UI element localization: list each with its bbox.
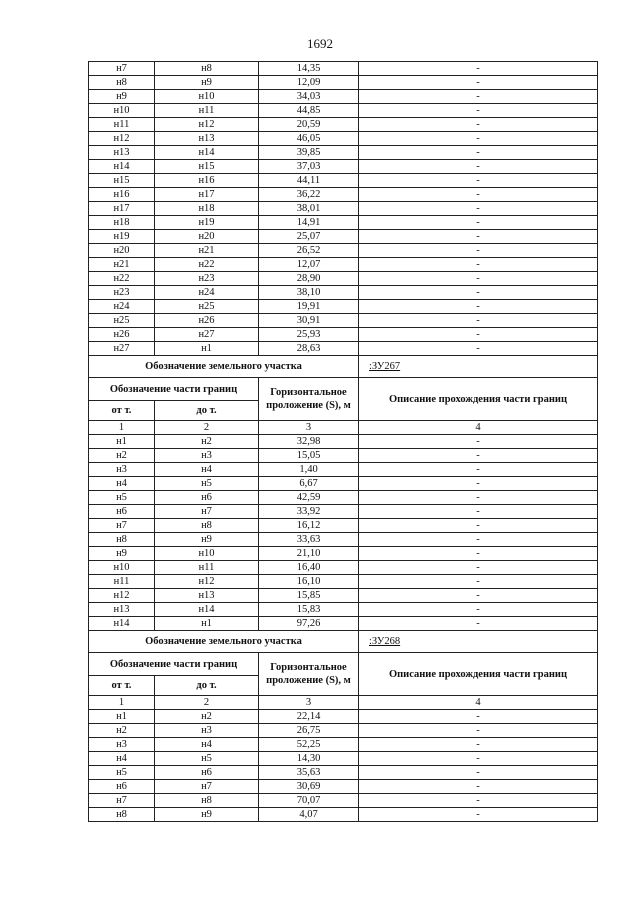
- description-cell: -: [359, 342, 598, 356]
- point-from-cell: н9: [89, 547, 155, 561]
- description-cell: -: [359, 589, 598, 603]
- table-row: [89, 724, 598, 738]
- distance-cell: 15,83: [259, 603, 359, 617]
- point-from-cell: н25: [89, 314, 155, 328]
- description-cell: -: [359, 90, 598, 104]
- header-row: [89, 653, 598, 676]
- table-row: [89, 104, 598, 118]
- point-from-cell: н4: [89, 752, 155, 766]
- description-cell: -: [359, 766, 598, 780]
- plot-title-row: [89, 631, 598, 653]
- distance-cell: 44,11: [259, 174, 359, 188]
- table-row: [89, 738, 598, 752]
- table-row: [89, 62, 598, 76]
- point-from-cell: н10: [89, 104, 155, 118]
- page-number: 1692: [307, 36, 333, 51]
- distance-cell: 20,59: [259, 118, 359, 132]
- point-to-cell: н24: [155, 286, 259, 300]
- horizontal-distance-header: Горизонтальное проложение (S), м: [259, 653, 359, 696]
- description-cell: -: [359, 174, 598, 188]
- description-header: Описание прохождения части границ: [359, 378, 598, 421]
- from-point-header: от т.: [89, 676, 155, 696]
- distance-cell: 19,91: [259, 300, 359, 314]
- point-from-cell: н5: [89, 491, 155, 505]
- point-to-cell: н21: [155, 244, 259, 258]
- point-from-cell: н12: [89, 589, 155, 603]
- table-row: [89, 766, 598, 780]
- point-from-cell: н13: [89, 146, 155, 160]
- point-to-cell: н8: [155, 519, 259, 533]
- point-from-cell: н8: [89, 533, 155, 547]
- point-to-cell: н3: [155, 449, 259, 463]
- plot-code: :ЗУ268: [359, 631, 598, 653]
- plot-designation-label: Обозначение земельного участка: [89, 356, 359, 378]
- description-cell: -: [359, 314, 598, 328]
- table-row: [89, 244, 598, 258]
- table-row: [89, 286, 598, 300]
- point-to-cell: н4: [155, 463, 259, 477]
- table-row: [89, 533, 598, 547]
- description-cell: -: [359, 272, 598, 286]
- table-row: [89, 561, 598, 575]
- distance-cell: 34,03: [259, 90, 359, 104]
- description-cell: -: [359, 435, 598, 449]
- point-from-cell: н7: [89, 62, 155, 76]
- point-from-cell: н6: [89, 505, 155, 519]
- description-cell: -: [359, 463, 598, 477]
- column-number: 1: [89, 421, 155, 435]
- description-cell: -: [359, 286, 598, 300]
- point-from-cell: н24: [89, 300, 155, 314]
- point-from-cell: н3: [89, 463, 155, 477]
- from-point-header: от т.: [89, 401, 155, 421]
- point-to-cell: н12: [155, 118, 259, 132]
- table-row: [89, 230, 598, 244]
- point-to-cell: н3: [155, 724, 259, 738]
- point-to-cell: н8: [155, 62, 259, 76]
- distance-cell: 38,01: [259, 202, 359, 216]
- distance-cell: 44,85: [259, 104, 359, 118]
- point-to-cell: н5: [155, 752, 259, 766]
- table-row: [89, 547, 598, 561]
- table-row: [89, 90, 598, 104]
- point-from-cell: н22: [89, 272, 155, 286]
- description-cell: -: [359, 477, 598, 491]
- description-cell: -: [359, 202, 598, 216]
- table-row: [89, 146, 598, 160]
- description-cell: -: [359, 575, 598, 589]
- description-cell: -: [359, 76, 598, 90]
- table-row: [89, 463, 598, 477]
- point-from-cell: н26: [89, 328, 155, 342]
- point-to-cell: н9: [155, 533, 259, 547]
- table-row: [89, 300, 598, 314]
- distance-cell: 46,05: [259, 132, 359, 146]
- point-to-cell: н16: [155, 174, 259, 188]
- distance-cell: 32,98: [259, 435, 359, 449]
- point-from-cell: н20: [89, 244, 155, 258]
- description-cell: -: [359, 216, 598, 230]
- table-row: [89, 272, 598, 286]
- column-number: 2: [155, 696, 259, 710]
- plot-title-row: [89, 356, 598, 378]
- table-row: [89, 794, 598, 808]
- distance-cell: 22,14: [259, 710, 359, 724]
- point-to-cell: н10: [155, 90, 259, 104]
- point-from-cell: н14: [89, 617, 155, 631]
- distance-cell: 33,92: [259, 505, 359, 519]
- point-from-cell: н6: [89, 780, 155, 794]
- point-from-cell: н1: [89, 435, 155, 449]
- description-cell: -: [359, 300, 598, 314]
- column-number: 3: [259, 696, 359, 710]
- table-row: [89, 76, 598, 90]
- description-header: Описание прохождения части границ: [359, 653, 598, 696]
- description-cell: -: [359, 808, 598, 822]
- distance-cell: 16,12: [259, 519, 359, 533]
- point-to-cell: н27: [155, 328, 259, 342]
- distance-cell: 37,03: [259, 160, 359, 174]
- description-cell: -: [359, 724, 598, 738]
- distance-cell: 4,07: [259, 808, 359, 822]
- point-to-cell: н22: [155, 258, 259, 272]
- description-cell: -: [359, 533, 598, 547]
- point-to-cell: н20: [155, 230, 259, 244]
- table-row: [89, 342, 598, 356]
- column-number: 1: [89, 696, 155, 710]
- distance-cell: 12,09: [259, 76, 359, 90]
- description-cell: -: [359, 230, 598, 244]
- description-cell: -: [359, 561, 598, 575]
- description-cell: -: [359, 752, 598, 766]
- description-cell: -: [359, 104, 598, 118]
- table-row: [89, 216, 598, 230]
- table-row: [89, 202, 598, 216]
- description-cell: -: [359, 519, 598, 533]
- distance-cell: 42,59: [259, 491, 359, 505]
- point-to-cell: н26: [155, 314, 259, 328]
- point-to-cell: н2: [155, 710, 259, 724]
- description-cell: -: [359, 160, 598, 174]
- distance-cell: 21,10: [259, 547, 359, 561]
- point-from-cell: н18: [89, 216, 155, 230]
- part-designation-header: Обозначение части границ: [89, 653, 259, 676]
- point-from-cell: н2: [89, 724, 155, 738]
- point-from-cell: н19: [89, 230, 155, 244]
- distance-cell: 33,63: [259, 533, 359, 547]
- table-row: [89, 118, 598, 132]
- point-to-cell: н4: [155, 738, 259, 752]
- distance-cell: 14,30: [259, 752, 359, 766]
- point-from-cell: н14: [89, 160, 155, 174]
- table-row: [89, 258, 598, 272]
- point-to-cell: н14: [155, 146, 259, 160]
- distance-cell: 30,69: [259, 780, 359, 794]
- description-cell: -: [359, 491, 598, 505]
- distance-cell: 30,91: [259, 314, 359, 328]
- description-cell: -: [359, 505, 598, 519]
- distance-cell: 36,22: [259, 188, 359, 202]
- point-to-cell: н14: [155, 603, 259, 617]
- point-from-cell: н10: [89, 561, 155, 575]
- table-row: [89, 575, 598, 589]
- point-from-cell: н8: [89, 808, 155, 822]
- point-from-cell: н23: [89, 286, 155, 300]
- table-row: [89, 174, 598, 188]
- point-from-cell: н9: [89, 90, 155, 104]
- table-row: [89, 328, 598, 342]
- point-to-cell: н18: [155, 202, 259, 216]
- description-cell: -: [359, 258, 598, 272]
- header-row: [89, 378, 598, 401]
- description-cell: -: [359, 617, 598, 631]
- point-from-cell: н1: [89, 710, 155, 724]
- description-cell: -: [359, 794, 598, 808]
- point-to-cell: н12: [155, 575, 259, 589]
- table-row: [89, 589, 598, 603]
- point-from-cell: н3: [89, 738, 155, 752]
- table-row: [89, 780, 598, 794]
- plot-designation-label: Обозначение земельного участка: [89, 631, 359, 653]
- table-row: [89, 603, 598, 617]
- point-to-cell: н25: [155, 300, 259, 314]
- distance-cell: 70,07: [259, 794, 359, 808]
- point-from-cell: н12: [89, 132, 155, 146]
- table-row: [89, 449, 598, 463]
- point-from-cell: н8: [89, 76, 155, 90]
- description-cell: -: [359, 780, 598, 794]
- column-number: 4: [359, 696, 598, 710]
- point-to-cell: н23: [155, 272, 259, 286]
- distance-cell: 1,40: [259, 463, 359, 477]
- point-from-cell: н7: [89, 519, 155, 533]
- boundary-table: [88, 61, 598, 822]
- table-row: [89, 160, 598, 174]
- point-to-cell: н10: [155, 547, 259, 561]
- point-to-cell: н17: [155, 188, 259, 202]
- point-to-cell: н5: [155, 477, 259, 491]
- table-row: [89, 435, 598, 449]
- distance-cell: 14,91: [259, 216, 359, 230]
- distance-cell: 16,10: [259, 575, 359, 589]
- distance-cell: 14,35: [259, 62, 359, 76]
- point-from-cell: н15: [89, 174, 155, 188]
- point-to-cell: н9: [155, 808, 259, 822]
- point-to-cell: н13: [155, 132, 259, 146]
- distance-cell: 16,40: [259, 561, 359, 575]
- point-to-cell: н13: [155, 589, 259, 603]
- point-to-cell: н15: [155, 160, 259, 174]
- to-point-header: до т.: [155, 676, 259, 696]
- point-from-cell: н13: [89, 603, 155, 617]
- distance-cell: 28,63: [259, 342, 359, 356]
- point-from-cell: н17: [89, 202, 155, 216]
- plot-code: :ЗУ267: [359, 356, 598, 378]
- column-number: 4: [359, 421, 598, 435]
- point-to-cell: н6: [155, 766, 259, 780]
- point-to-cell: н2: [155, 435, 259, 449]
- distance-cell: 39,85: [259, 146, 359, 160]
- point-to-cell: н7: [155, 780, 259, 794]
- distance-cell: 26,52: [259, 244, 359, 258]
- description-cell: -: [359, 738, 598, 752]
- description-cell: -: [359, 603, 598, 617]
- distance-cell: 52,25: [259, 738, 359, 752]
- point-to-cell: н9: [155, 76, 259, 90]
- description-cell: -: [359, 188, 598, 202]
- point-to-cell: н8: [155, 794, 259, 808]
- distance-cell: 15,05: [259, 449, 359, 463]
- description-cell: -: [359, 547, 598, 561]
- part-designation-header: Обозначение части границ: [89, 378, 259, 401]
- distance-cell: 35,63: [259, 766, 359, 780]
- column-number: 3: [259, 421, 359, 435]
- table-row: [89, 519, 598, 533]
- description-cell: -: [359, 62, 598, 76]
- distance-cell: 97,26: [259, 617, 359, 631]
- table-row: [89, 132, 598, 146]
- column-number-row: [89, 696, 598, 710]
- point-to-cell: н19: [155, 216, 259, 230]
- column-number-row: [89, 421, 598, 435]
- point-to-cell: н1: [155, 617, 259, 631]
- description-cell: -: [359, 244, 598, 258]
- point-from-cell: н11: [89, 118, 155, 132]
- table-row: [89, 752, 598, 766]
- point-to-cell: н11: [155, 104, 259, 118]
- distance-cell: 6,67: [259, 477, 359, 491]
- table-row: [89, 617, 598, 631]
- description-cell: -: [359, 449, 598, 463]
- table-row: [89, 710, 598, 724]
- point-from-cell: н27: [89, 342, 155, 356]
- distance-cell: 38,10: [259, 286, 359, 300]
- distance-cell: 12,07: [259, 258, 359, 272]
- point-from-cell: н11: [89, 575, 155, 589]
- description-cell: -: [359, 710, 598, 724]
- column-number: 2: [155, 421, 259, 435]
- point-to-cell: н6: [155, 491, 259, 505]
- table-row: [89, 808, 598, 822]
- description-cell: -: [359, 118, 598, 132]
- point-from-cell: н5: [89, 766, 155, 780]
- point-to-cell: н11: [155, 561, 259, 575]
- distance-cell: 28,90: [259, 272, 359, 286]
- table-row: [89, 314, 598, 328]
- horizontal-distance-header: Горизонтальное проложение (S), м: [259, 378, 359, 421]
- point-from-cell: н7: [89, 794, 155, 808]
- distance-cell: 25,93: [259, 328, 359, 342]
- point-from-cell: н16: [89, 188, 155, 202]
- table-row: [89, 188, 598, 202]
- point-to-cell: н1: [155, 342, 259, 356]
- description-cell: -: [359, 146, 598, 160]
- point-from-cell: н2: [89, 449, 155, 463]
- to-point-header: до т.: [155, 401, 259, 421]
- distance-cell: 25,07: [259, 230, 359, 244]
- description-cell: -: [359, 132, 598, 146]
- distance-cell: 26,75: [259, 724, 359, 738]
- point-from-cell: н21: [89, 258, 155, 272]
- table-row: [89, 477, 598, 491]
- table-row: [89, 491, 598, 505]
- point-to-cell: н7: [155, 505, 259, 519]
- table-row: [89, 505, 598, 519]
- distance-cell: 15,85: [259, 589, 359, 603]
- description-cell: -: [359, 328, 598, 342]
- point-from-cell: н4: [89, 477, 155, 491]
